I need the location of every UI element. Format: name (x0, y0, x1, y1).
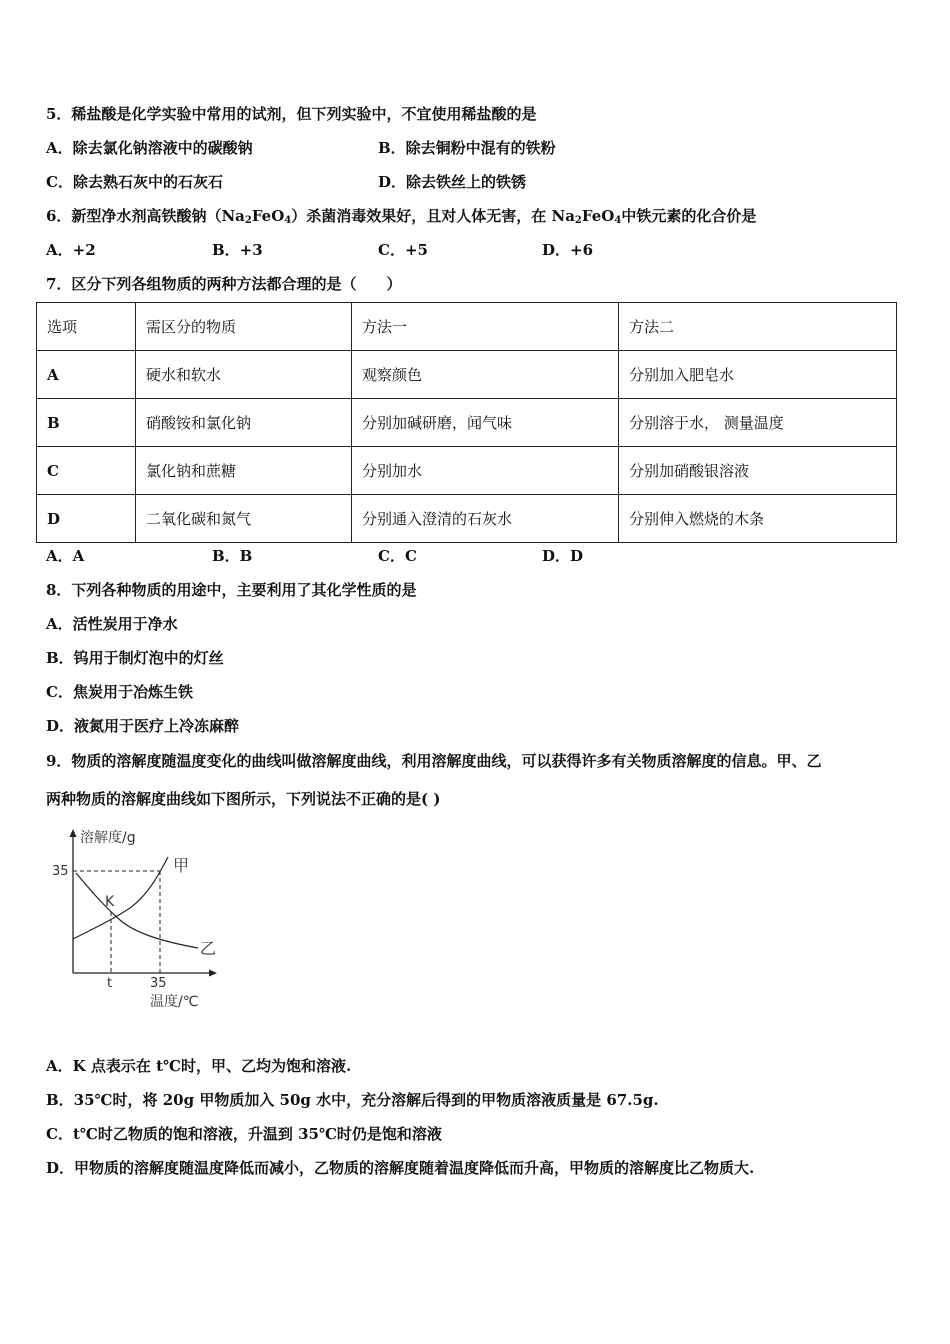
table-cell: 分别加入肥皂水 (619, 351, 897, 399)
point-label-k: K (105, 894, 115, 910)
table-cell: 分别加硝酸银溶液 (619, 447, 897, 495)
table-cell: 氯化钠和蔗糖 (136, 447, 352, 495)
solubility-chart (40, 820, 230, 1015)
q8-stem: 8．下列各种物质的用途中，主要利用了其化学性质的是 (46, 581, 417, 599)
q7-stem: 7．区分下列各组物质的两种方法都合理的是（ ） (46, 275, 402, 293)
q7-option-c: C．C (378, 547, 417, 565)
table-cell: D (37, 495, 136, 543)
table-cell: 观察颜色 (352, 351, 619, 399)
q7-option-d: D．D (542, 547, 584, 565)
x-tick-label: 35 (150, 976, 167, 991)
q5-option-c: C．除去熟石灰中的石灰石 (46, 173, 223, 191)
q6-option-c: C．+5 (378, 241, 428, 259)
q9-option-d: D．甲物质的溶解度随温度降低而减小，乙物质的溶解度随着温度降低而升高，甲物质的溶解度比乙物质大. (46, 1159, 755, 1177)
q7-option-a: A．A (46, 547, 85, 565)
table-cell: B (37, 399, 136, 447)
q8-option-c: C．焦炭用于冶炼生铁 (46, 683, 193, 701)
table-cell: 二氧化碳和氮气 (136, 495, 352, 543)
q8-option-a: A．活性炭用于净水 (46, 615, 178, 633)
series-line-jia (73, 857, 168, 939)
table-header-cell: 方法二 (619, 303, 897, 351)
q9-option-c: C．t℃时乙物质的饱和溶液，升温到 35℃时仍是饱和溶液 (46, 1125, 442, 1143)
q7-option-b: B．B (212, 547, 253, 565)
table-header-cell: 选项 (37, 303, 136, 351)
table-row (37, 447, 897, 495)
table-cell: 分别伸入燃烧的木条 (619, 495, 897, 543)
table-row (37, 351, 897, 399)
table-cell: 硝酸铵和氯化钠 (136, 399, 352, 447)
table-cell: C (37, 447, 136, 495)
x-axis-label: 温度/℃ (150, 994, 199, 1010)
table-cell: 分别加碱研磨，闻气味 (352, 399, 619, 447)
table-cell: A (37, 351, 136, 399)
y-axis-label: 溶解度/g (80, 830, 136, 846)
q6-option-d: D．+6 (542, 241, 594, 259)
series-label-yi: 乙 (200, 939, 217, 958)
table-header-cell: 方法一 (352, 303, 619, 351)
table-cell: 分别溶于水， 测量温度 (619, 399, 897, 447)
series-label-jia: 甲 (173, 856, 190, 875)
q5-stem: 5．稀盐酸是化学实验中常用的试剂，但下列实验中，不宜使用稀盐酸的是 (46, 105, 537, 123)
y-axis-arrow (70, 829, 77, 837)
q8-option-b: B．钨用于制灯泡中的灯丝 (46, 649, 224, 667)
table-cell: 分别加水 (352, 447, 619, 495)
table-header-row (37, 303, 897, 351)
table-row (37, 399, 897, 447)
table-cell: 硬水和软水 (136, 351, 352, 399)
table-cell: 分别通入澄清的石灰水 (352, 495, 619, 543)
series-line-yi (76, 873, 198, 948)
q6-option-a: A．+2 (46, 241, 96, 259)
q9-stem-line2: 两种物质的溶解度曲线如下图所示，下列说法不正确的是( ) (46, 790, 441, 808)
y-tick-label: 35 (52, 864, 69, 879)
q7-table (36, 302, 897, 543)
x-axis-arrow (209, 970, 217, 977)
q5-option-b: B．除去铜粉中混有的铁粉 (378, 139, 556, 157)
q6-option-b: B．+3 (212, 241, 263, 259)
x-tick-label: t (107, 976, 113, 991)
q8-option-d: D．液氮用于医疗上冷冻麻醉 (46, 717, 240, 735)
q9-stem-line1: 9．物质的溶解度随温度变化的曲线叫做溶解度曲线，利用溶解度曲线，可以获得许多有关物质溶解度的信息。甲、乙 (46, 752, 822, 770)
q9-option-b: B．35℃时，将 20g 甲物质加入 50g 水中，充分溶解后得到的甲物质溶液质量是 67.5g. (46, 1091, 659, 1109)
table-row (37, 495, 897, 543)
table-header-cell: 需区分的物质 (136, 303, 352, 351)
q6-stem: 6．新型净水剂高铁酸钠$(Na_2FeO_4)$杀菌消毒效果好，且对人体无害，在 $Na_2FeO_4$中铁元素的化合价是 (46, 207, 757, 226)
q5-option-a: A．除去氯化钠溶液中的碳酸钠 (46, 139, 253, 157)
q9-option-a: A．K 点表示在 t℃时，甲、乙均为饱和溶液. (46, 1057, 352, 1075)
q5-option-d: D．除去铁丝上的铁锈 (378, 173, 527, 191)
